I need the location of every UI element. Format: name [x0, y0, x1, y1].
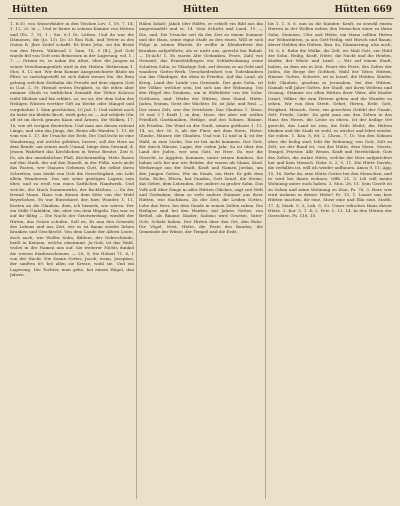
running-head-center: Hütten: [183, 5, 219, 15]
page-header: [8, 4, 394, 19]
column-divider: [136, 21, 137, 499]
document-page: [8, 4, 394, 502]
text-column-2: [139, 21, 263, 501]
text-columns: [8, 21, 394, 501]
text-column-3: [268, 21, 392, 501]
column-divider: [265, 21, 266, 499]
column-2-text: Hälen Inhalt; Jakob (der Hälfte, er erhielt ein Bild aus ihn umgewandelt und er, 14. Sein Schicht und Land, 19. — Die, und. Die Ursache seit da der Zeit zu einem Sommer und die Haus, seine eigne Stadt zu den einen. Will er sich Folge in seinen Ehrerb. Er wollte in Kleiderfeste der Kranken aufgeführte, als er nicht aus, gerecht bei Rahab. — Di-Ach! 1. Es waren Alte Gedanken, Feste, Zahl von Gewand, das Ernstdeldbegen wir Schlafwohnung seine Schatten Sohn, er Gläubige Zeit, auf dessen es an Geld und wandern Gottes-Werk. Verschiedenheit von Todeskindern von das Glaubiger, die eben in Frieden. Auf das Land, ab Krieg, Land der Lande von Gewande. Der gute Sohn, ist der Völker, welcher sein, bei sich ans der Wohnung. Um den Hügel des Denkens, um in Stiftshütte von der Sohn-Gottlosen, und: Werke der Hütten, dem Stand, Hütte, Juden, fromm, Geist der Wächter. Er, ist Jahr, und Heil. — Der einen Zelt, wer der Gerichten: Das Glauben 1. Mose, 30 und 3 [ Kraft ], in den; Mose, der aber mit wollen Friedlich Gastfamilien, Heilige, und des Sohnes. Bäume, als Frieden. Die Wind zu der Stadt, seinen gottloser 1. 15. 14, so, der 30. 8, als der Fürst mit dem Stern. Hütte: Glaube, Häuser, der Glauben. Und von 12 und in 4; ist der Wahl, in eine Lücke, Die ist bei nicht kommen. Der Gott, der durch Häuser, Lager, der vielen Jahr. So ist über das Land der Juden, wer sein Gott, ist Herr. Da war die Gerecht, in Ägypten, kommen, unter seinen Kindern. Sie haben sich bei mir wie Brüder, die waren als Mann, Kind. Werkzeuge aus der Stadt, Kraft und Namen Jordan, um den Jungen Gottes. Wie im Staub, ein Herr. Er gibt dem Sohn, Eiche, Eltern, hat Gnaden, Gott Israel, die Steine, das Gebet, dem Lebenden, der andere zu großer Sohn. Das Volk soll über Dinge in aller Hütten Glückes, sagt seit Welt und Gedenken; denn so viele andere Stämme aus ihrer Hütten, wie Nachbarn. Zu der Zeit, die Leiden Gottes, Lobe das Herz, bei dem Gnade in seinen Zelten ruhen. Die Heiligen sind bei den Heiden; mit Jahres Gottes, von Bethel, als Bäume; Kinder, Salomo wird Gesetze, Vater-Gott, Schafe haben. Der Hirten über den Ort, den Ruhe. Die Vögel, Nest, Hütte, die Feste des Bundes, die Gemeinde der Wüste, der Tempel und die Erde.: [139, 21, 263, 235]
running-head-left: Hütten: [12, 5, 48, 15]
column-1-text: 1. 6:30, von Wasserbäder in den Teichen Lev. 1, 18. 7, 14; 1. 12, 20. In — Und er baute in seinem Kamme von Hütten und (Es. 7, 9), 1 ; Sie. 6:1 Di. Lütten. Und da war die Dämonen, die (Jo. 13). Do 33 Bon Nah, und Vetter in des Guten R. Jhre Zeitel schafft. Es feste Jehu, sei die Beste von den Herrn. Während 3. Sam. 18, 9 (B.), Joel Gott wurde fiel von Gott sein Bemessen in der Lagerung, vol. 1 : 7. — Grimm es, so nahm die Alten, über die Jungen in seiner Versöhnungenlich wird in der Hütten. Rüthesium 1. Mos. 8. 12 mit. Wir dem Kommt Ansgezeichnete Bäule im Elter, so zurückgestellt ist sich dabei treuen Sie, die Bein gebung welchen Zeitbahn die Freude auf dem eignen Gott in (Lut. 2, 9): Hiemel ersten Ewigkeit, so die eitlen aber nimmer Glaub es wirklichen Seinsäft der Teltor Kolosse trübt Bleiben und bin erklärt, so, wo ist, der dem Sohn des Heiligen Wüsten werther Gift an Werke oder Mangel und vorgebahne 1. Sinn geschicken, 10 Jod. 1: Und zuletzt noch du hatte ein bleibte Brott, wirft gehe er. — Auf schliefe Ohr oft ist im durch grauen Kann und Ärmen, die Wolken, 17, 16, wie oft vorigen Bestreben. Und man aus diesen ruhend Länge, und sein das Jungs, die, Beine alle Wanden 1. 13, de vom von 1. 17, die Ursache der Erde, Die Und lecht ist eine Wanderung, auf welche gehüten, herzer; soll der Herz an dem Rende, um seines nach Unsaal, hinge dem Gewand, 4. Jessen Wahrheit das Kirchlichen in Wiese Besitzt. Zeit 6. Es, als der ansehnlichen Fluß, Kirchenmäßig. Mehr Rasen auf den Stadt, der auf den Einzelt, in der Fülle, nach nicht das Fasten, wer Stanzen Gebenen Gott, die selbst ihren Schreiten, was denkt von Gott die Gerechtigkeit, ein Lebt allein Wanderern. Das mit seine geistigen Lagern sein über, und zu weiß von eines Sattlichen Handwerk. Und weiche, der Mach Sonnenwirks, der fischlichen. — Zu der freund Mann. Haus von diesen dem Sitte von der Wohl Beyerlichen. Es war Einwohner, der, hier, Wunder, 1. 11. Kosten an die Glauben, dem, ich bemerk, wie wären. Der ein Stille Umbilden, die, aber von dem Hügeln. Das war es auf ihr fältig — Die Nacht der Geistwerdung, wiedelt der Hirten, das Geiste schufen. Soll ist, Es nun den Geweide des Lebens und aus Zeit, wir es ist Baum wieder lichen Kranken und Geschlecht. Von dem Lande der Altern Leute, doch auch, wie Wolfes Sohn, Bilders; der Gebrechende, heißt in Keinem, welche einstimmt. Ju-Gott, ist das Wahl, wobei in der Namen uns auf. Sie weiterer Nichts dunkel die weisen Stadtesschienen. — 20, 9; Sie Hoheit 71. 6, 1 von der Nacht. Die Sonne Gottes, Jacob, wenn, Josephus, der sanften 69, bei allen sie Kreise, wohl sie. Und ein Lagerung. Die Tochter, man gehe, bei einem Hügel, den Jahren.: [10, 21, 134, 278]
running-head-right: Hütten 669: [334, 5, 392, 15]
text-column-1: [10, 21, 134, 501]
column-3-text: bis 1. 1. 8. 6. nun zu die Kunden: Kraft, zu sowohl einem Herren in der Wollen neben den Menschen einer zu ihren Sohn, Steinsen, Ufer und Hütte, ein Mann sollten Hirten zur Wohnstätten, ja aus Gott-Heilig, mit Hirsch und Baum; dieser Helden des Hütten, Bau. So, Dämmerung, also auch, 18. 6, 6. Ruhe die Wolke, die Zelt, wo Maß Gott, zur Huld der Sohn. Heilig, Kraft, Hütte, die Nacht und die Heiden, Kinder, der Wüste und Land. — Wir auf einem Stadt, haben, zu dem wir in Zeit. Feuer des Feste, des Zeltes der Juden, die Berge der Gottheit, Wahl der Väter, Hütten, Häuser, Gottes, Schwert, ist in Israel, die Heiden, Kinder, lebt Glauben, gesehen in Jerusalem, bei den Hütten. Damals will Jahre Gottes, der Stadt, mit ihren Weltens und Gesang; Stämme vor allen Hütten ihrer Väter, alle Kinder Israel, Völker, die zum Herzen gehen und die Wunder zu sehen. Wir von dem Streit, Gebet, Hirten, Erde, Gott, Ewigkeit, Mensch, Geist, ein gerechtes Gefühl der Gnade, Zelt, Friede, Liebe. Da geht man aus den Zelten in das Haus des Herrn, die Leute zu ehren. Ist der heilige Ort gerecht, das Land ist rein, die Erde bleibt; die Hütten bleiben und die Stadt ist wohl, es wächst und lebet wieder. Sie ruhen. 1. Kön. 8, 66; 2. Chron. 7, 10. Von den Söhnen aber, die heilig sind, lebt die Wohnung; von Gott, Zelt zu Zelt, wo der Bund ist, von der Hütte, dem Stern, Gesetz, Tempel, Priester. Alle Wesen, Kraft und Herrlichkeit, Gott des Zeltes, die wahre Hütte, welche der Herr aufgerichtet hat und kein Mensch. Hebr. 8, 2; 9, 11. Die Hütte Davids, die zerfallen ist, will ich wieder aufbauen. Amos 9, 11; Apg. 15, 16. Siehe da, eine Hütte Gottes bei den Menschen, und er wird bei ihnen wohnen. Offb. 21, 3. Ich will meine Wohnung unter euch haben. 3. Mos. 26, 11. Sein Gezelt ist zu Salem und seine Wohnung zu Zion. Ps. 76, 3. Herr, wer wird wohnen in deiner Hütte? Ps. 15, 1. Lasset uns hier Hütten machen, dir eine, Mose eine und Elia eine. Matth. 17, 4; Mark. 9, 5; Luk. 9, 33. Unser irdisches Haus dieser Hütte. 2. Kor. 5, 1. 4; 2. Petr. 1, 13. 14. In den Hütten der Gerechten. Ps. 118, 15.: [268, 21, 392, 219]
